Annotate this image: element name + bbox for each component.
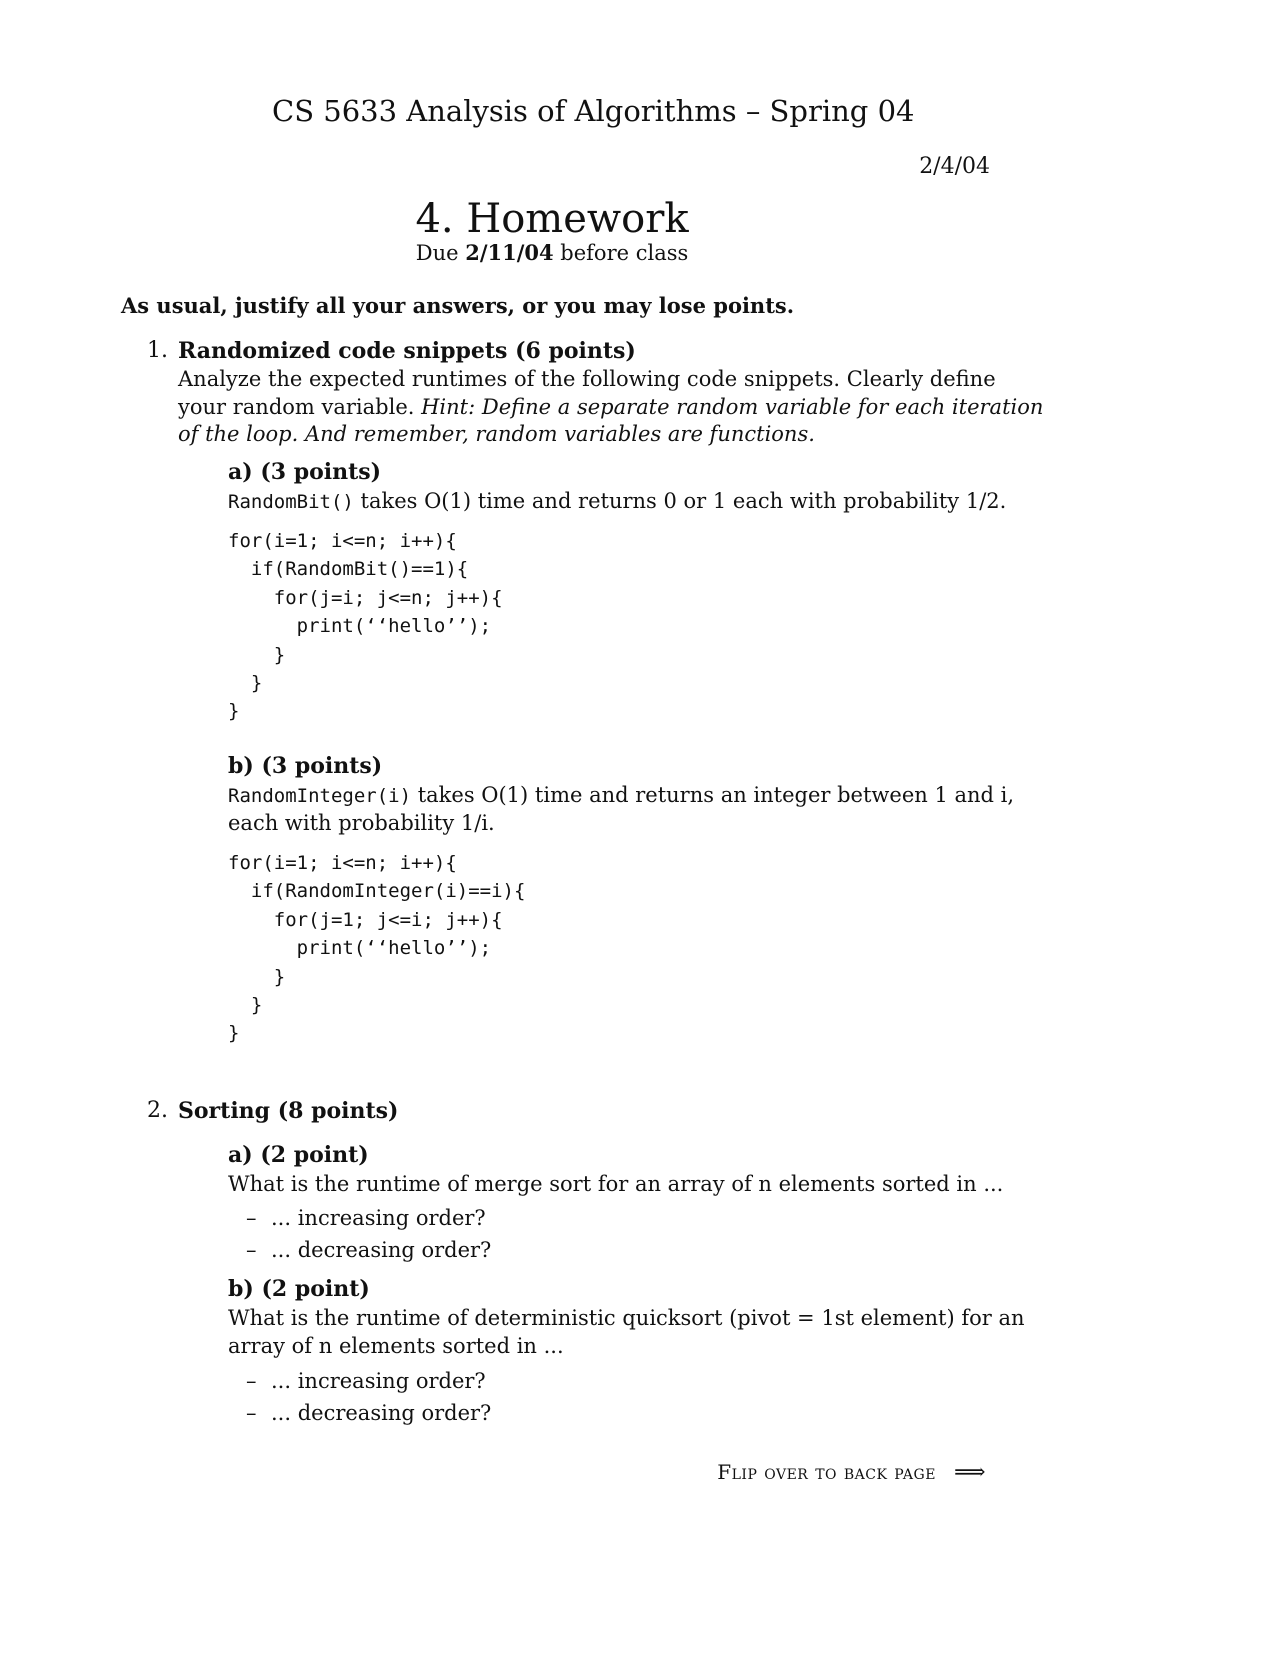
q2a-item-1: ... increasing order? bbox=[271, 1206, 486, 1230]
q1-text-line2 bbox=[178, 393, 1043, 421]
q2b-item-2: ... decreasing order? bbox=[271, 1401, 492, 1425]
q1-text-line3 bbox=[178, 420, 815, 448]
q1a-label: a) (3 points) bbox=[228, 459, 382, 485]
q2a-bullet-dash: – bbox=[246, 1238, 257, 1262]
q2b-bullet-dash: – bbox=[246, 1369, 257, 1393]
q1-title: Randomized code snippets (6 points) bbox=[178, 338, 636, 364]
q1-hint: Hint: Define a separate random variable for each iteration bbox=[421, 395, 1044, 419]
q1-text-line1: Analyze the expected runtimes of the following code snippets. Clearly define bbox=[178, 367, 996, 391]
q1b-label: b) (3 points) bbox=[228, 753, 383, 779]
q2b-bullet-dash: – bbox=[246, 1401, 257, 1425]
q1-number: 1. bbox=[147, 338, 168, 363]
due-date: 2/11/04 bbox=[465, 240, 554, 265]
due-line bbox=[0, 240, 1104, 265]
due-suffix: before class bbox=[553, 241, 689, 265]
q2a-label: a) (2 point) bbox=[228, 1142, 369, 1168]
q1b-code: for(i=1; i<=n; i++){ if(RandomInteger(i)==i){ for(j=1; j<=i; j++){ print(‘‘hello’’); } } } bbox=[228, 852, 526, 1045]
q1a-code: for(i=1; i<=n; i++){ if(RandomBit()==1){ for(j=i; j<=n; j++){ print(‘‘hello’’); } } } bbox=[228, 530, 503, 723]
q1a-desc-text: takes O(1) time and returns 0 or 1 each with probability 1/2. bbox=[353, 489, 1007, 513]
instructions: As usual, justify all your answers, or you may lose points. bbox=[121, 293, 795, 318]
q1b-desc-line2: each with probability 1/i. bbox=[228, 811, 495, 835]
q2a-item-2: ... decreasing order? bbox=[271, 1238, 492, 1262]
flip-text: Flip over to back page bbox=[717, 1460, 936, 1484]
q2b-item-1: ... increasing order? bbox=[271, 1369, 486, 1393]
q1-text-plain: your random variable. bbox=[178, 395, 422, 419]
flip-over-note bbox=[717, 1460, 986, 1485]
q1b-func: RandomInteger(i) bbox=[228, 785, 412, 807]
q2a-text: What is the runtime of merge sort for an array of n elements sorted in ... bbox=[228, 1172, 1004, 1196]
q1b-desc bbox=[228, 781, 1014, 810]
q1a-func: RandomBit() bbox=[228, 491, 354, 513]
q1-hint-cont: of the loop. And remember, random variables are functions. bbox=[178, 422, 815, 446]
q2a-bullet-dash: – bbox=[246, 1206, 257, 1230]
q2b-text-line1: What is the runtime of deterministic quicksort (pivot = 1st element) for an bbox=[228, 1306, 1025, 1330]
due-prefix: Due bbox=[415, 241, 466, 265]
q1a-desc bbox=[228, 487, 1006, 516]
page-title: 4. Homework bbox=[415, 196, 689, 242]
q2b-label: b) (2 point) bbox=[228, 1276, 370, 1302]
q1b-desc-text: takes O(1) time and returns an integer between 1 and i, bbox=[411, 783, 1015, 807]
right-double-arrow-icon: ⟹ bbox=[953, 1460, 986, 1485]
course-title: CS 5633 Analysis of Algorithms – Spring 04 bbox=[272, 94, 915, 128]
q2-number: 2. bbox=[147, 1098, 168, 1123]
q2b-text-line2: array of n elements sorted in ... bbox=[228, 1334, 564, 1358]
issue-date: 2/4/04 bbox=[919, 154, 990, 179]
q2-title: Sorting (8 points) bbox=[178, 1098, 399, 1124]
